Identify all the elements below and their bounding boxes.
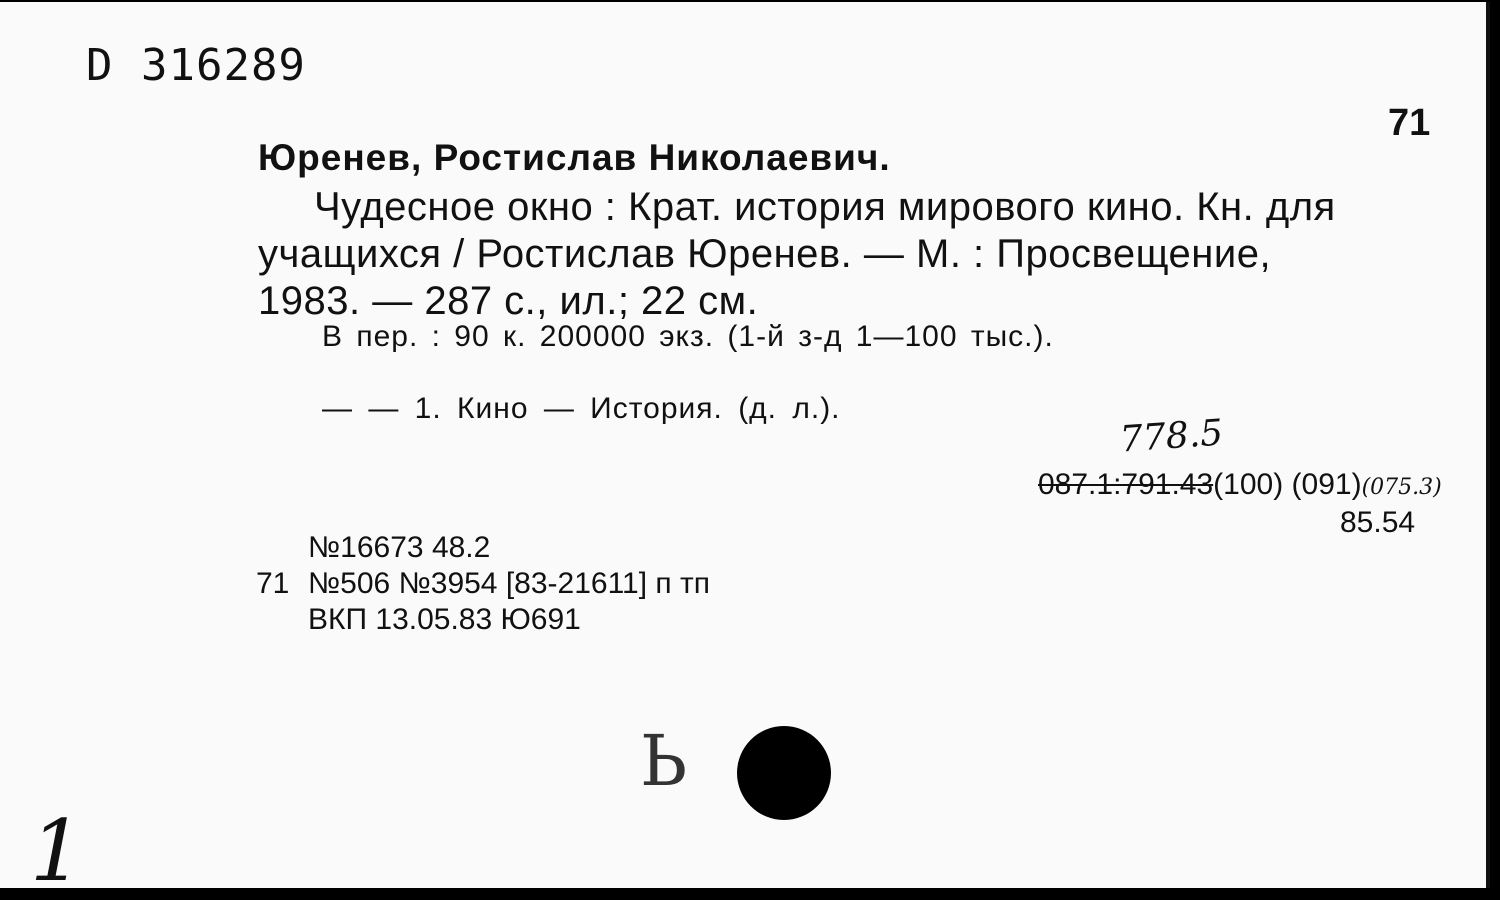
udc-struck: 087.1:791.43	[1038, 468, 1214, 501]
udc-rest: (100) (091)	[1213, 468, 1362, 501]
bbk-index: 85.54	[1340, 506, 1416, 539]
udc-line	[1038, 468, 1442, 502]
handwritten-mark-1: 1	[30, 802, 84, 900]
bibliographic-description	[258, 184, 1428, 325]
meta-line-2-prefix: 71	[256, 567, 290, 600]
subject-line: — — 1. Кино — История. (д. л.).	[322, 392, 841, 425]
meta-line-2	[256, 566, 710, 602]
meta-line-3: ВКП 13.05.83 Ю691	[308, 603, 581, 636]
meta-line-2-text: №506 №3954 [83-21611] п тп	[308, 567, 710, 600]
udc-handwritten: (075.3)	[1361, 475, 1442, 500]
description-line-3: 1983. — 287 с., ил.; 22 см.	[258, 279, 759, 323]
meta-block	[256, 530, 710, 638]
meta-line-1: №16673 48.2	[308, 531, 491, 564]
handwritten-mark-b: Ь	[640, 720, 688, 802]
price-line: В пер. : 90 к. 200000 экз. (1-й з-д 1—100 тыс.).	[322, 320, 1054, 353]
handwritten-class: 778.5	[1118, 412, 1225, 461]
call-number: D 316289	[86, 40, 306, 91]
description-line-2: учащихся / Ростислав Юренев. — М. : Просвещение,	[258, 232, 1272, 276]
punch-hole	[737, 726, 831, 820]
catalog-card	[0, 2, 1490, 900]
author-heading: Юренев, Ростислав Николаевич.	[258, 137, 891, 178]
description-line-1: Чудесное окно : Крат. история мирового кино. Кн. для	[314, 185, 1336, 229]
class-number: 71	[1388, 102, 1431, 144]
